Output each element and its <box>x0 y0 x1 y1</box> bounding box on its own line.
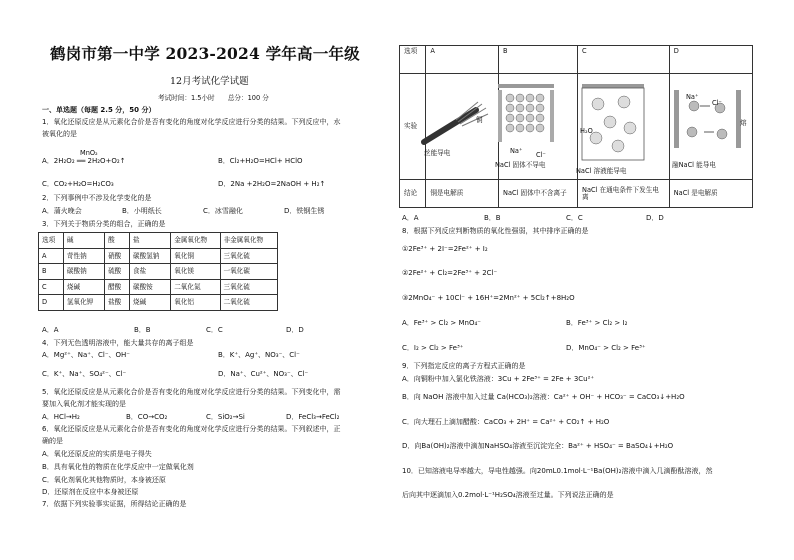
table-cell: 氢氧化钾 <box>63 295 104 311</box>
migration-arrows-icon <box>700 106 714 132</box>
header-cell: D <box>669 46 752 74</box>
q1-stem-line1: 1．氧化还原反应是从元素化合价是否有变化的角度对化学反应进行分类的结果。下列反应中，水 <box>42 118 341 126</box>
q4-option-d[interactable]: D．Na⁺、Cu²⁺、NO₃⁻、Cl⁻ <box>218 370 309 378</box>
q9-option-c[interactable]: C．向大理石上滴加醋酸：CaCO₃ + 2H⁺ = Ca²⁺ + CO₂↑ + H₂O <box>402 418 610 426</box>
q2-option-b[interactable]: B．小明纸长 <box>122 207 162 215</box>
table-row <box>400 180 753 208</box>
table-row <box>39 295 278 311</box>
copper-wire-figure <box>418 100 498 150</box>
q4-option-a[interactable]: A．Mg²⁺、Na⁺、Cl⁻、OH⁻ <box>42 351 130 359</box>
table-cell: C <box>39 279 64 295</box>
q7-option-a[interactable]: A．A <box>402 214 419 222</box>
q6-stem-line2: 确的是 <box>42 437 63 445</box>
conclusion-cell: NaCl 固体中不含离子 <box>499 180 578 208</box>
q6-option-d[interactable]: D．还原剂在反应中本身被还原 <box>42 488 139 496</box>
q3-stem: 3．下列关于物质分类的组合，正确的是 <box>42 220 166 228</box>
conclusion-cell: 铜是电解质 <box>426 180 499 208</box>
table-cell: 氧化铜 <box>171 248 220 264</box>
q5-stem-line1: 5．氧化还原反应是从元素化合价是否有变化的角度对化学反应进行分类的结果。下列变化中，需 <box>42 388 341 396</box>
conclusion-cell: NaCl 在通电条件下发生电离 <box>578 180 670 208</box>
hydrated-ions-icon <box>590 96 636 152</box>
electrode-bar-icon <box>582 84 644 88</box>
q6-option-a[interactable]: A．氧化还原反应的实质是电子得失 <box>42 450 152 458</box>
table-cell: A <box>39 248 64 264</box>
q7-option-b[interactable]: B．B <box>484 214 501 222</box>
section-heading: 一、单选题（每题 2.5 分，50 分） <box>42 106 156 114</box>
table-cell: 硫酸 <box>105 264 130 280</box>
table-row <box>39 264 278 280</box>
q5-stem-line2: 要加入氧化剂才能实现的是 <box>42 400 126 408</box>
table-header-row <box>400 46 753 74</box>
q2-option-d[interactable]: D．铁钢生锈 <box>284 207 325 215</box>
q5-option-b[interactable]: B．CO→CO₂ <box>126 413 168 421</box>
q6-option-b[interactable]: B．具有氧化性的物质在化学反应中一定做氧化剂 <box>42 463 194 471</box>
q2-option-c[interactable]: C．冰雪融化 <box>203 207 243 215</box>
table-cell: 烧碱 <box>130 295 171 311</box>
melt-label: 熔 <box>740 119 747 127</box>
page-subtitle: 12月考试化学试题 <box>170 76 249 87</box>
table-cell: 一氧化碳 <box>220 264 278 280</box>
table-cell: 硝酸 <box>105 248 130 264</box>
q10-stem-line2: 后向其中逐滴加入0.2mol·L⁻¹H₂SO₄溶液至过量。下列说法正确的是 <box>402 491 614 499</box>
table-cell: 苛性钠 <box>63 248 104 264</box>
q5-option-a[interactable]: A．HCl→H₂ <box>42 413 80 421</box>
table-cell: 氧化镁 <box>171 264 220 280</box>
q4-option-b[interactable]: B．K⁺、Ag⁺、NO₃⁻、Cl⁻ <box>218 351 300 359</box>
q1-option-d[interactable]: D．2Na +2H₂O=2NaOH + H₂↑ <box>218 180 326 188</box>
q4-option-c[interactable]: C．K⁺、Na⁺、SO₄²⁻、Cl⁻ <box>42 370 127 378</box>
q8-reaction-1: ①2Fe³⁺ + 2I⁻=2Fe²⁺ + I₂ <box>402 245 488 253</box>
table-row <box>39 248 278 264</box>
q7-option-c[interactable]: C．C <box>566 214 583 222</box>
exam-info: 考试时间：1.5小时 总分：100 分 <box>158 94 269 102</box>
q8-option-c[interactable]: C．I₂ > Cl₂ > Fe³⁺ <box>402 344 464 352</box>
q7-option-d[interactable]: D．D <box>646 214 664 222</box>
table-cell: 盐酸 <box>105 295 130 311</box>
row-label: 结论 <box>400 180 426 208</box>
table-cell: 碳酸氢钠 <box>130 248 171 264</box>
q9-option-b[interactable]: B．向 NaOH 溶液中加入过量 Ca(HCO₃)₂溶液：Ca²⁺ + OH⁻ + HCO₃⁻ = CaCO₃↓+H₂O <box>402 393 685 401</box>
q5-option-c[interactable]: C．SiO₂→Si <box>206 413 245 421</box>
header-cell: 酸 <box>105 233 130 249</box>
table-cell: 醋酸 <box>105 279 130 295</box>
q4-stem: 4．下列无色透明溶液中，能大量共存的离子组是 <box>42 339 194 347</box>
q1-option-b[interactable]: B．Cl₂+H₂O=HCl+ HClO <box>218 157 303 165</box>
copper-label: 铜 <box>476 116 483 124</box>
table-cell: 烧碱 <box>63 279 104 295</box>
q3-option-d[interactable]: D．D <box>286 326 304 334</box>
header-cell: 碱 <box>63 233 104 249</box>
table-cell: 二氧化硫 <box>220 295 278 311</box>
q8-reaction-3: ③2MnO₄⁻ + 10Cl⁻ + 16H⁺=2Mn²⁺ + 5Cl₂↑+8H₂O <box>402 294 575 302</box>
header-cell: A <box>426 46 499 74</box>
q8-stem: 8．根据下列反应判断物质的氧化性强弱，其中排序正确的是 <box>402 227 589 235</box>
table-cell: 二氧化氮 <box>171 279 220 295</box>
q1-option-a[interactable]: A．2H₂O₂ ══ 2H₂O+O₂↑ <box>42 157 126 165</box>
water-label: H₂O <box>580 127 593 135</box>
electrode-bar-icon <box>498 84 554 88</box>
q8-option-a[interactable]: A．Fe³⁺ > Cl₂ > MnO₄⁻ <box>402 319 481 327</box>
header-cell: C <box>578 46 670 74</box>
header-cell: 金属氧化物 <box>171 233 220 249</box>
na-plus-label: Na⁺ <box>510 147 523 155</box>
nacl-solution-figure <box>578 82 648 162</box>
q1-stem-line2: 被氧化的是 <box>42 130 77 138</box>
q10-stem-line1: 10．已知溶液电导率越大，导电性越强。向20mL0.1mol·L⁻¹Ba(OH)₂溶液中滴入几滴酚酞溶液，然 <box>402 467 713 475</box>
table-cell: B <box>39 264 64 280</box>
q9-option-d[interactable]: D．向Ba(OH)₂溶液中滴加NaHSO₄溶液至沉淀完全：Ba²⁺ + HSO₄⁻ = BaSO₄↓+H₂O <box>402 442 674 450</box>
q7-stem: 7．依据下列实验事实证据，所得结论正确的是 <box>42 500 187 508</box>
cl-minus-label: Cl⁻ <box>536 151 546 159</box>
q5-option-d[interactable]: D．FeCl₃→FeCl₂ <box>286 413 340 421</box>
q8-reaction-2: ②2Fe²⁺ + Cl₂=2Fe³⁺ + 2Cl⁻ <box>402 269 498 277</box>
q3-option-c[interactable]: C．C <box>206 326 223 334</box>
header-cell: B <box>499 46 578 74</box>
header-cell: 选项 <box>400 46 426 74</box>
table-cell: 碳酸铵 <box>130 279 171 295</box>
table-header-row <box>39 233 278 249</box>
q9-stem: 9．下列指定反应的离子方程式正确的是 <box>402 362 526 370</box>
electrode-left-icon <box>674 90 679 148</box>
page-title: 鹤岗市第一中学 2023-2024 学年高一年级 <box>50 44 360 63</box>
header-cell: 选项 <box>39 233 64 249</box>
q3-option-a[interactable]: A．A <box>42 326 59 334</box>
row-label: 实验 <box>400 74 426 180</box>
nacl-solution-caption: NaCl 溶液能导电 <box>576 167 627 175</box>
q3-option-b[interactable]: B．B <box>134 326 151 334</box>
table-cell: 碳酸钠 <box>63 264 104 280</box>
molten-caption: 融NaCl 能导电 <box>672 161 716 169</box>
table-row <box>39 279 278 295</box>
q1-a-condition: MnO₂ <box>80 149 98 157</box>
table-cell: D <box>39 295 64 311</box>
q9-option-a[interactable]: A．向铜粉中加入氯化铁溶液：3Cu + 2Fe³⁺ = 2Fe + 3Cu²⁺ <box>402 375 595 383</box>
header-cell: 非金属氧化物 <box>220 233 278 249</box>
nacl-solid-figure <box>494 82 558 146</box>
nacl-solid-caption: NaCl 固体不导电 <box>495 161 546 169</box>
q2-option-a[interactable]: A．蒲火晚会 <box>42 207 82 215</box>
table-cell: 氧化铝 <box>171 295 220 311</box>
conclusion-cell: NaCl 是电解质 <box>669 180 752 208</box>
d-cl-label: Cl⁻ <box>712 99 722 107</box>
table-cell: 食盐 <box>130 264 171 280</box>
ion-lattice-icon <box>506 94 544 132</box>
molten-nacl-figure <box>670 86 750 152</box>
q8-option-b[interactable]: B．Fe³⁺ > Cl₂ > I₂ <box>566 319 628 327</box>
header-cell: 盐 <box>130 233 171 249</box>
q8-option-d[interactable]: D．MnO₄⁻ > Cl₂ > Fe³⁺ <box>566 344 646 352</box>
silk-caption: 丝能导电 <box>424 149 451 157</box>
d-na-label: Na⁺ <box>686 93 699 101</box>
q2-stem: 2．下列事例中不涉及化学变化的是 <box>42 194 152 202</box>
table-cell: 三氧化硫 <box>220 248 278 264</box>
q1-option-c[interactable]: C．CO₂+H₂O=H₂CO₃ <box>42 180 114 188</box>
q6-option-c[interactable]: C．氧化剂氧化其他物质时，本身被还原 <box>42 476 166 484</box>
table-cell: 三氧化硫 <box>220 279 278 295</box>
q3-classification-table <box>38 232 278 311</box>
q6-stem-line1: 6．氧化还原反应是从元素化合价是否有变化的角度对化学反应进行分类的结果。下列叙述中，正 <box>42 425 341 433</box>
